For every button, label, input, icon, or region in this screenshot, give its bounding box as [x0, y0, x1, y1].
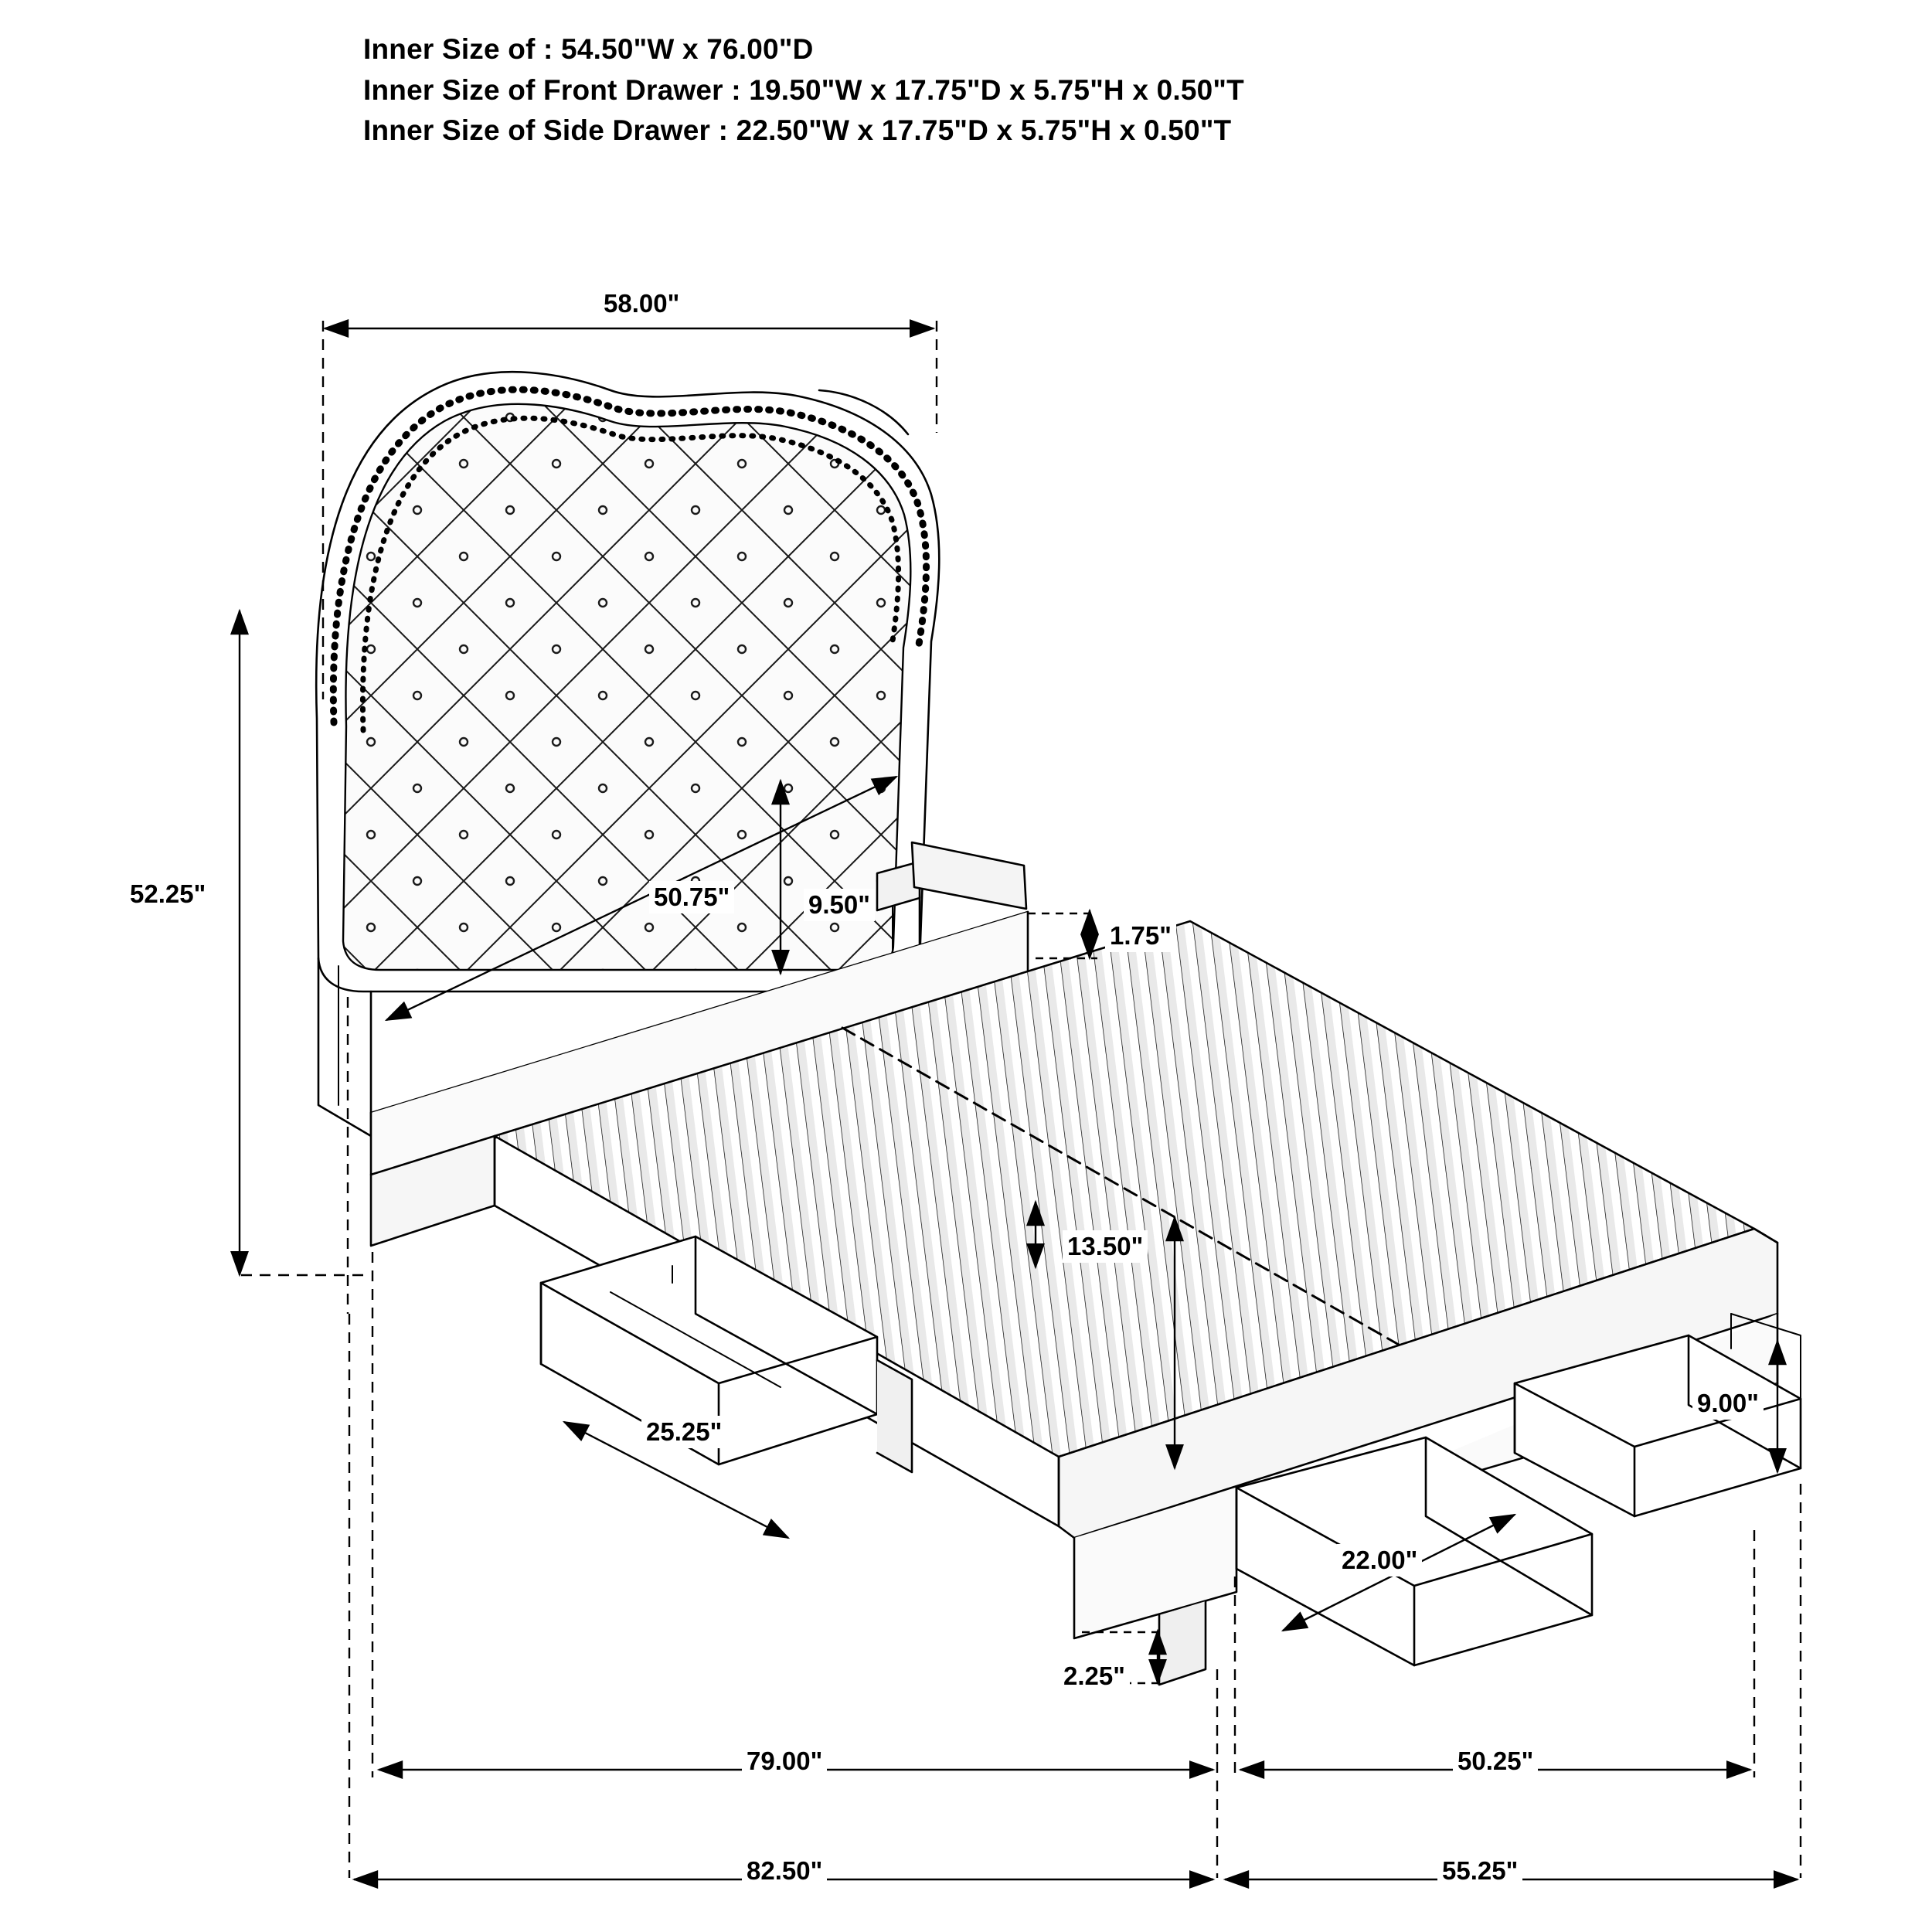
note-side-drawer-size: Inner Size of Side Drawer : 22.50"W x 17.75"D x 5.75"H x 0.50"T [363, 114, 1232, 147]
dim-overall-depth: 55.25" [1437, 1855, 1522, 1887]
dim-overall-height: 52.25" [125, 878, 210, 910]
dim-frame-length: 79.00" [742, 1745, 827, 1777]
dim-side-drawer-height: 9.00" [1692, 1387, 1764, 1420]
dim-deck-height: 13.50" [1063, 1230, 1148, 1263]
note-inner-size: Inner Size of : 54.50"W x 76.00"D [363, 33, 814, 65]
dim-headboard-width: 58.00" [599, 287, 684, 320]
dim-rail-thickness: 1.75" [1105, 920, 1176, 952]
dim-front-drawer-width: 25.25" [641, 1416, 726, 1448]
dim-side-drawer-width: 22.00" [1337, 1544, 1422, 1577]
dim-side-depth: 50.25" [1453, 1745, 1538, 1777]
dim-headboard-clearance: 9.50" [804, 889, 875, 921]
note-front-drawer-size: Inner Size of Front Drawer : 19.50"W x 17.75"D x 5.75"H x 0.50"T [363, 73, 1244, 106]
dim-floor-clearance: 2.25" [1059, 1660, 1130, 1692]
dim-headboard-panel: 50.75" [649, 881, 734, 913]
dim-overall-length: 82.50" [742, 1855, 827, 1887]
